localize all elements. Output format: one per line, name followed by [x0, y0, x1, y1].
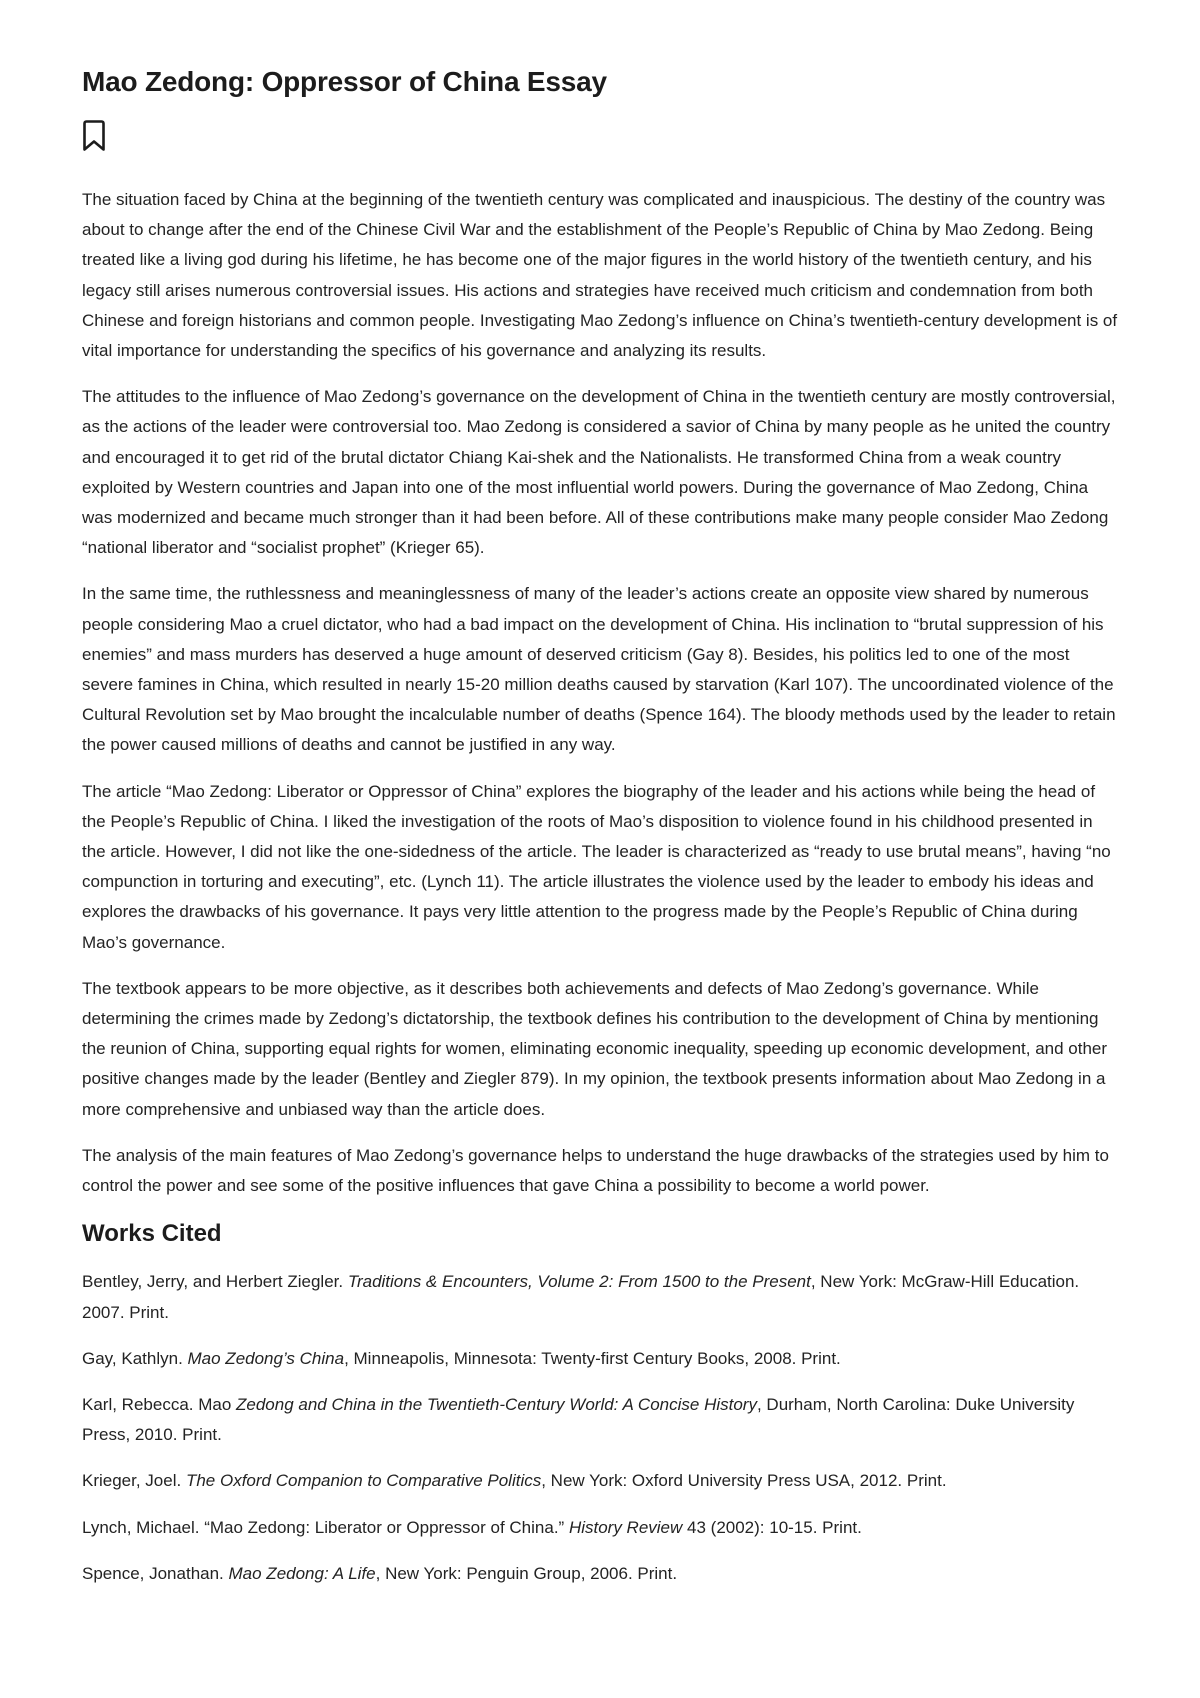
paragraph: The textbook appears to be more objective, as it describes both achievements and defects of Mao Zedong’s governance. While determining the crimes made by Zedong’s dictatorship, the textbook defines his contribution to the development of China by mentioning the reunion of China, supporting equal rights for women, eliminating economic inequality, speeding up economic development, and other positive changes made by the leader (Bentley and Ziegler 879). In my opinion, the textbook presents information about Mao Zedong in a more comprehensive and unbiased way than the article does.	[82, 978, 1108, 1119]
citation-author: Karl, Rebecca. Mao	[82, 1394, 237, 1414]
citation-title: Mao Zedong’s China	[187, 1348, 345, 1368]
citation-title: Mao Zedong: A Life	[228, 1563, 376, 1583]
essay-body	[82, 185, 1120, 1589]
paragraph: The article “Mao Zedong: Liberator or Oppressor of China” explores the biography of the leader and his actions while being the head of the People’s Republic of China. I liked the investigation of the roots of Mao’s disposition to violence found in his childhood presented in the article. However, I did not like the one-sidedness of the article. The leader is characterized as “ready to use brutal means”, having “no compunction in torturing and executing”, etc. (Lynch 11). The article illustrates the violence used by the leader to embody his ideas and explores the drawbacks of his governance. It pays very little attention to the progress made by the People’s Republic of China during Mao’s governance.	[82, 781, 1111, 952]
citation-author: Gay, Kathlyn.	[82, 1348, 188, 1368]
paragraph: The situation faced by China at the beginning of the twentieth century was complicated and inauspicious. The destiny of the country was about to change after the end of the Chinese Civil War and the establishment of the People’s Republic of China by Mao Zedong. Being treated like a living god during his lifetime, he has become one of the major figures in the world history of the twentieth century, and his legacy still arises numerous controversial issues. His actions and strategies have received much criticism and condemnation from both Chinese and foreign historians and common people. Investigating Mao Zedong’s influence on China’s twentieth-century development is of vital importance for understanding the specifics of his governance and analyzing its results.	[82, 190, 1118, 361]
citation-title: History Review	[568, 1517, 683, 1537]
citation-publisher: , Durham, North Carolina: Duke University Press, 2010. Print.	[82, 1394, 1075, 1445]
citation-item	[82, 1513, 1120, 1543]
citation-author: Lynch, Michael. “Mao Zedong: Liberator or Oppressor of China.”	[82, 1517, 569, 1537]
paragraph: In the same time, the ruthlessness and meaninglessness of many of the leader’s actions create an opposite view shared by numerous people considering Mao a cruel dictator, who had a bad impact on the development of China. His inclination to “brutal suppression of his enemies” and mass murders has deserved a huge amount of deserved criticism (Gay 8). Besides, his politics led to one of the most severe famines in China, which resulted in nearly 15-20 million deaths caused by starvation (Karl 107). The uncoordinated violence of the Cultural Revolution set by Mao brought the incalculable number of deaths (Spence 164). The bloody methods used by the leader to retain the power caused millions of deaths and cannot be justified in any way.	[82, 584, 1116, 755]
page-title: Mao Zedong: Oppressor of China Essay	[82, 66, 607, 97]
citation-author: Spence, Jonathan.	[82, 1563, 229, 1583]
citation-title: Traditions & Encounters, Volume 2: From 1500 to the Present	[347, 1272, 811, 1292]
citation-item	[82, 1344, 1120, 1374]
citation-publisher: , New York: Penguin Group, 2006. Print.	[375, 1563, 678, 1583]
bookmark-icon	[82, 120, 106, 152]
citation-publisher: , Minneapolis, Minnesota: Twenty-first Century Books, 2008. Print.	[344, 1348, 841, 1368]
citation-title: The Oxford Companion to Comparative Politics	[185, 1471, 542, 1491]
citation-item	[82, 1559, 1120, 1589]
citation-title: Zedong and China in the Twentieth-Century World: A Concise History	[236, 1394, 757, 1414]
works-cited-heading: Works Cited	[82, 1220, 222, 1248]
citation-publisher: 43 (2002): 10-15. Print.	[682, 1517, 862, 1537]
citation-author: Krieger, Joel.	[82, 1471, 186, 1491]
paragraph: The analysis of the main features of Mao Zedong’s governance helps to understand the huge drawbacks of the strategies used by him to control the power and see some of the positive influences that gave China a possibility to become a world power.	[82, 1145, 1109, 1196]
citation-item	[82, 1466, 1120, 1496]
citation-item	[82, 1267, 1120, 1327]
citation-publisher: , New York: McGraw-Hill Education. 2007. Print.	[82, 1272, 1080, 1322]
paragraph: The attitudes to the influence of Mao Zedong’s governance on the development of China in the twentieth century are mostly controversial, as the actions of the leader were controversial too. Mao Zedong is considered a savior of China by many people as he united the country and encouraged it to get rid of the brutal dictator Chiang Kai-shek and the Nationalists. He transformed China from a weak country exploited by Western countries and Japan into one of the most influential world powers. During the governance of Mao Zedong, China was modernized and became much stronger than it had been before. All of these contributions make many people consider Mao Zedong “national liberator and “socialist prophet” (Krieger 65).	[82, 387, 1116, 558]
citation-item	[82, 1390, 1120, 1450]
citation-publisher: , New York: Oxford University Press USA, 2012. Print.	[541, 1471, 947, 1491]
bookmark-button[interactable]	[82, 120, 106, 152]
citation-author: Bentley, Jerry, and Herbert Ziegler.	[82, 1272, 348, 1292]
